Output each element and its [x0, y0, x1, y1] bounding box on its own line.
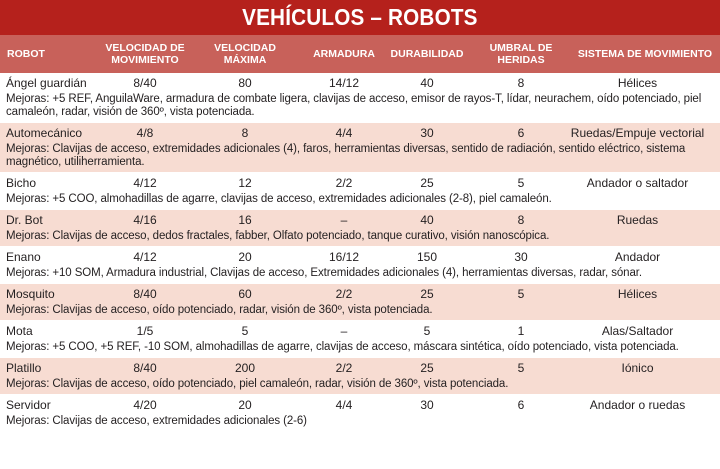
sistema-movimiento-value: Andador — [614, 249, 661, 264]
velocidad-maxima-value: 80 — [238, 75, 252, 90]
sistema-movimiento-value: Ruedas/Empuje vectorial — [570, 125, 705, 140]
table-row — [0, 246, 720, 283]
header-robot: ROBOT — [7, 48, 45, 60]
robot-stats-line — [0, 123, 720, 142]
robot-name: Automecánico — [6, 125, 83, 140]
velocidad-movimiento-value: 8/40 — [133, 286, 157, 301]
durabilidad-value: 25 — [420, 360, 434, 375]
umbral-heridas-value: 6 — [517, 397, 525, 412]
velocidad-movimiento-value: 8/40 — [133, 360, 157, 375]
umbral-heridas-value: 5 — [517, 360, 525, 375]
velocidad-maxima-value: 20 — [238, 249, 252, 264]
durabilidad-value: 150 — [416, 249, 438, 264]
velocidad-maxima-value: 16 — [238, 212, 252, 227]
robot-mejoras: Mejoras: Clavijas de acceso, oído potenciado, piel camaleón, radar, visión de 360º, vista potenciada. — [6, 378, 509, 390]
umbral-heridas-value: 6 — [517, 125, 525, 140]
robot-name: Bicho — [6, 175, 37, 190]
robot-mejoras: Mejoras: Clavijas de acceso, dedos fractales, fabber, Olfato potenciado, tanque curativo, visión nanoscópica. — [6, 230, 550, 242]
velocidad-maxima-value: 12 — [238, 175, 252, 190]
robot-mejoras: Mejoras: +5 COO, +5 REF, -10 SOM, almohadillas de agarre, clavijas de acceso, máscara sintética, oído potenciado, vista potenciada. — [6, 341, 679, 353]
velocidad-movimiento-value: 4/16 — [133, 212, 157, 227]
robot-name: Dr. Bot — [6, 212, 43, 227]
robot-stats-line — [0, 247, 720, 266]
umbral-heridas-value: 1 — [517, 323, 525, 338]
robot-table-body — [0, 73, 720, 431]
umbral-heridas-value: 5 — [517, 175, 525, 190]
robot-stats-line — [0, 395, 720, 414]
table-row — [0, 122, 720, 172]
robot-name: Ángel guardián — [6, 75, 87, 90]
durabilidad-value: 25 — [420, 286, 434, 301]
robot-name: Servidor — [6, 397, 51, 412]
table-row — [0, 209, 720, 246]
robot-stats-line — [0, 173, 720, 192]
durabilidad-value: 25 — [420, 175, 434, 190]
table-row — [0, 73, 720, 122]
durabilidad-value: 5 — [423, 323, 431, 338]
header-sistema-movimiento: SISTEMA DE MOVIMIENTO — [577, 48, 713, 60]
robot-stats-line — [0, 210, 720, 229]
sistema-movimiento-value: Alas/Saltador — [601, 323, 674, 338]
robot-stats-line — [0, 358, 720, 377]
durabilidad-value: 40 — [420, 75, 434, 90]
table-row — [0, 357, 720, 394]
armadura-value: 4/4 — [335, 397, 353, 412]
durabilidad-value: 30 — [420, 397, 434, 412]
velocidad-movimiento-value: 4/20 — [133, 397, 157, 412]
armadura-value: 16/12 — [328, 249, 360, 264]
robot-stats-line — [0, 321, 720, 340]
sistema-movimiento-value: Hélices — [617, 286, 658, 301]
robot-stats-line — [0, 73, 720, 92]
sistema-movimiento-value: Iónico — [621, 360, 654, 375]
armadura-value: 4/4 — [335, 125, 353, 140]
durabilidad-value: 40 — [420, 212, 434, 227]
umbral-heridas-value: 30 — [514, 249, 528, 264]
velocidad-maxima-value: 5 — [241, 323, 249, 338]
table-row — [0, 283, 720, 320]
header-durabilidad: DURABILIDAD — [390, 48, 464, 60]
velocidad-maxima-value: 60 — [238, 286, 252, 301]
robot-mejoras: Mejoras: +10 SOM, Armadura industrial, Clavijas de acceso, Extremidades adicionales (4), herramientas diversas, radar, sónar. — [6, 267, 642, 279]
robot-name: Mosquito — [6, 286, 55, 301]
velocidad-movimiento-value: 4/12 — [133, 175, 157, 190]
table-row — [0, 320, 720, 357]
robot-name: Enano — [6, 249, 41, 264]
velocidad-movimiento-value: 4/12 — [133, 249, 157, 264]
armadura-value: – — [340, 323, 348, 338]
armadura-value: 2/2 — [335, 175, 353, 190]
robot-mejoras: Mejoras: +5 COO, almohadillas de agarre, clavijas de acceso, extremidades adicionales (2-8), piel camaleón. — [6, 193, 552, 205]
sistema-movimiento-value: Hélices — [617, 75, 658, 90]
umbral-heridas-value: 8 — [517, 75, 525, 90]
velocidad-movimiento-value: 8/40 — [133, 75, 157, 90]
velocidad-maxima-value: 8 — [241, 125, 249, 140]
umbral-heridas-value: 5 — [517, 286, 525, 301]
header-velocidad-maxima: VELOCIDAD MÁXIMA — [214, 42, 276, 66]
robot-mejoras: Mejoras: Clavijas de acceso, extremidades adicionales (4), faros, herramientas diversas, sentido de radiación, sentido eléctrico, sistema magnético, utiliherramienta. — [6, 143, 686, 168]
sistema-movimiento-value: Andador o ruedas — [589, 397, 686, 412]
velocidad-maxima-value: 200 — [234, 360, 256, 375]
sistema-movimiento-value: Ruedas — [616, 212, 659, 227]
velocidad-movimiento-value: 1/5 — [136, 323, 154, 338]
durabilidad-value: 30 — [420, 125, 434, 140]
column-header-row — [0, 35, 720, 73]
velocidad-movimiento-value: 4/8 — [136, 125, 154, 140]
umbral-heridas-value: 8 — [517, 212, 525, 227]
table-row — [0, 394, 720, 431]
armadura-value: 2/2 — [335, 360, 353, 375]
robot-name: Mota — [6, 323, 33, 338]
table-title-bar — [0, 0, 720, 35]
velocidad-maxima-value: 20 — [238, 397, 252, 412]
header-umbral-heridas: UMBRAL DE HERIDAS — [489, 42, 553, 66]
robot-mejoras: Mejoras: Clavijas de acceso, oído potenciado, radar, visión de 360º, vista potenciada. — [6, 304, 433, 316]
sistema-movimiento-value: Andador o saltador — [586, 175, 689, 190]
header-armadura: ARMADURA — [313, 48, 375, 60]
robot-stats-line — [0, 284, 720, 303]
table-row — [0, 172, 720, 209]
robot-name: Platillo — [6, 360, 42, 375]
table-title: VEHÍCULOS – ROBOTS — [242, 4, 478, 30]
armadura-value: – — [340, 212, 348, 227]
robot-mejoras: Mejoras: Clavijas de acceso, extremidades adicionales (2-6) — [6, 415, 307, 427]
armadura-value: 2/2 — [335, 286, 353, 301]
armadura-value: 14/12 — [328, 75, 360, 90]
header-velocidad-movimiento: VELOCIDAD DE MOVIMIENTO — [105, 42, 185, 66]
robot-mejoras: Mejoras: +5 REF, AnguilaWare, armadura de combate ligera, clavijas de acceso, emisor de rayos-T, lídar, neurachem, oído potenciado, piel camaleón, radar, visión de 360º, vista potenciada. — [6, 93, 702, 118]
